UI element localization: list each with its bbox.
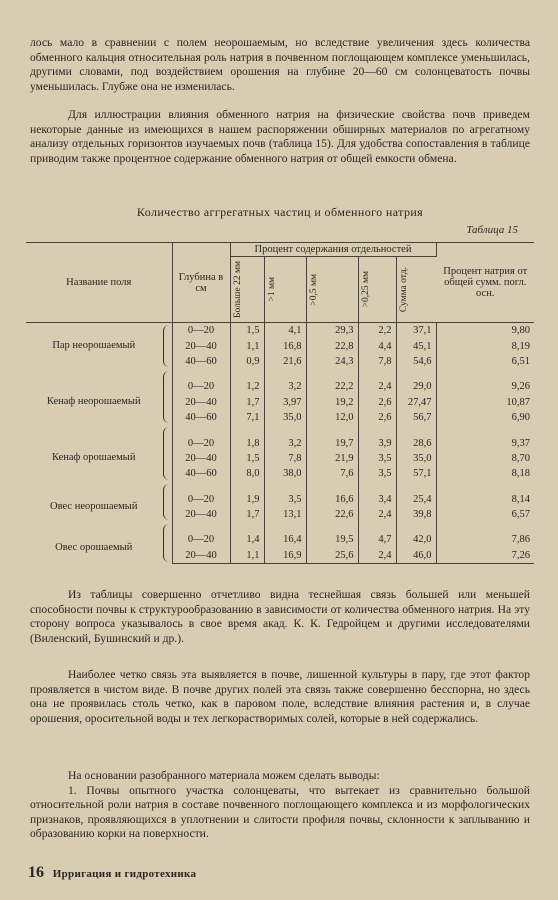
value-cell: 25,4 — [396, 482, 436, 507]
value-cell: 2,2 — [358, 323, 396, 339]
value-cell: 10,87 — [506, 396, 530, 408]
value-cell: 38,0 — [264, 466, 306, 481]
value-cell: 35,0 — [396, 451, 436, 466]
depth-cell: 20—40 — [172, 451, 230, 466]
value-cell: 22,8 — [306, 338, 358, 353]
value-cell: 8,14 — [511, 493, 530, 505]
paragraph-5a: На основании разобранного материала можем сделать выводы: — [68, 769, 380, 782]
field-name-cell: Овес неорошаемый — [26, 482, 172, 523]
table-row — [26, 323, 534, 339]
group-brace — [163, 524, 170, 561]
value-cell: 4,4 — [358, 338, 396, 353]
value-cell: 2,4 — [358, 369, 396, 394]
value-cell: 7,6 — [306, 466, 358, 481]
depth-cell: 20—40 — [172, 548, 230, 564]
value-cell: 7,8 — [264, 451, 306, 466]
value-cell: 1,5 — [230, 323, 264, 339]
value-cell: 25,6 — [306, 548, 358, 564]
value-cell: 21,9 — [306, 451, 358, 466]
value-cell: 3,9 — [358, 425, 396, 450]
value-cell: 8,70 — [511, 452, 530, 464]
value-cell: 7,86 — [511, 534, 530, 546]
value-cell: 2,4 — [358, 548, 396, 564]
value-cell: 39,8 — [396, 507, 436, 522]
value-cell: 7,1 — [230, 410, 264, 425]
value-cell: 1,4 — [230, 522, 264, 547]
value-cell: 1,5 — [230, 451, 264, 466]
value-cell: 22,2 — [306, 369, 358, 394]
depth-cell: 40—60 — [172, 466, 230, 481]
value-cell: 3,2 — [264, 369, 306, 394]
value-cell: 1,7 — [230, 395, 264, 410]
depth-cell: 0—20 — [172, 482, 230, 507]
field-name-cell: Кенаф неорошаемый — [26, 369, 172, 425]
value-cell: 8,18 — [511, 468, 530, 480]
depth-cell: 0—20 — [172, 369, 230, 394]
value-cell: 2,6 — [358, 395, 396, 410]
value-cell: 3,2 — [264, 425, 306, 450]
depth-cell: 20—40 — [172, 507, 230, 522]
value-cell: 1,1 — [230, 338, 264, 353]
value-cell: 1,2 — [230, 369, 264, 394]
value-cell: 45,1 — [396, 338, 436, 353]
header-sodium-percent: Процент натрия от общей сумм. погл. осн. — [436, 243, 534, 323]
page-number: 16 — [28, 864, 44, 881]
header-col-05mm: >0,5 мм — [306, 257, 358, 323]
field-name-cell: Кенаф орошаемый — [26, 425, 172, 481]
value-cell: 3,5 — [264, 482, 306, 507]
header-col-1mm: >1 мм — [264, 257, 306, 323]
value-cell: 1,1 — [230, 548, 264, 564]
value-cell: 2,4 — [358, 507, 396, 522]
depth-cell: 0—20 — [172, 425, 230, 450]
field-name-cell: Овес орошаемый — [26, 522, 172, 563]
value-cell: 24,3 — [306, 354, 358, 369]
value-cell: 3,97 — [264, 395, 306, 410]
paragraph-3: Из таблицы совершенно отчетливо видна теснейшая связь большей или меньшей способности почвы к структурообразованию в зависимости от количества обменного натрия. На эту сторону вопроса указывалось в свое время акад. К. К. Гедройцем и другими исследователями (Виленский, Бушинский и др.). — [30, 588, 530, 645]
table-row — [26, 522, 534, 547]
table-row — [26, 369, 534, 394]
value-cell: 37,1 — [396, 323, 436, 339]
value-cell: 6,90 — [511, 412, 530, 424]
value-cell: 3,4 — [358, 482, 396, 507]
group-brace — [163, 427, 170, 479]
value-cell: 3,5 — [358, 466, 396, 481]
depth-cell: 20—40 — [172, 395, 230, 410]
table-row — [26, 482, 534, 507]
value-cell: 21,6 — [264, 354, 306, 369]
header-percent-group: Процент содержания отдельностей — [230, 243, 436, 257]
value-cell: 2,6 — [358, 410, 396, 425]
table-number-label: Таблица 15 — [466, 224, 518, 236]
value-cell: 7,26 — [436, 548, 534, 564]
value-cell: 22,6 — [306, 507, 358, 522]
value-cell: 54,6 — [396, 354, 436, 369]
value-cell: 4,7 — [358, 522, 396, 547]
depth-cell: 40—60 — [172, 354, 230, 369]
value-cell: 9,80 — [511, 325, 530, 337]
value-cell: 8,19 — [511, 340, 530, 352]
table-title: Количество аггрегатных частиц и обменного натрия — [136, 205, 424, 219]
value-cell: 42,0 — [396, 522, 436, 547]
value-cell: 9,26 — [511, 381, 530, 393]
conclusions — [30, 769, 530, 842]
value-cell: 16,6 — [306, 482, 358, 507]
value-cell: 19,5 — [306, 522, 358, 547]
header-col-sum: Сумма отд. — [396, 257, 436, 323]
value-cell: 7,8 — [358, 354, 396, 369]
value-cell: 1,9 — [230, 482, 264, 507]
value-cell: 6,57 — [511, 509, 530, 521]
value-cell: 56,7 — [396, 410, 436, 425]
group-brace — [163, 371, 170, 423]
value-cell: 3,5 — [358, 451, 396, 466]
field-name-cell: Пар неорошаемый — [26, 323, 172, 370]
journal-title: Ирригация и гидротехника — [52, 868, 197, 880]
value-cell: 29,0 — [396, 369, 436, 394]
value-cell: 29,3 — [306, 323, 358, 339]
depth-cell: 0—20 — [172, 522, 230, 547]
value-cell: 57,1 — [396, 466, 436, 481]
value-cell: 28,6 — [396, 425, 436, 450]
value-cell: 16,8 — [264, 338, 306, 353]
value-cell: 9,37 — [511, 437, 530, 449]
value-cell: 16,9 — [264, 548, 306, 564]
header-col-22mm: Больше 22 мм — [230, 257, 264, 323]
depth-cell: 20—40 — [172, 338, 230, 353]
value-cell: 6,51 — [511, 355, 530, 367]
value-cell: 35,0 — [264, 410, 306, 425]
value-cell: 1,8 — [230, 425, 264, 450]
header-field-name: Название поля — [26, 243, 172, 323]
value-cell: 1,7 — [230, 507, 264, 522]
header-depth: Глубина в см — [172, 243, 230, 323]
value-cell: 4,1 — [264, 323, 306, 339]
value-cell: 19,7 — [306, 425, 358, 450]
paragraph-4: Наиболее четко связь эта выявляется в почве, лишенной культуры в пару, где этот фактор проявляется в чистом виде. В почве других полей эта связь также совершенно бесспорна, но здесь она не проявилась столь четко, как в паровом поле, вследствие влияния растения и, в случае орошения, оросительной воды и тех легкорастворимых солей, которые в ней содержались. — [30, 668, 530, 725]
value-cell: 8,0 — [230, 466, 264, 481]
page-footer — [28, 864, 196, 882]
value-cell: 13,1 — [264, 507, 306, 522]
paragraph-5b: 1. Почвы опытного участка солонцеваты, что вытекает из сравнительно большой относительной роли натрия в составе почвенного поглощающего комплекса и из морфологических признаков, проявляющихся в уплотнении и слитости профиля почвы, склонности к заплыванию и образованию корки на поверхности. — [30, 783, 530, 840]
value-cell: 0,9 — [230, 354, 264, 369]
table-body — [26, 323, 534, 564]
value-cell: 19,2 — [306, 395, 358, 410]
depth-cell: 40—60 — [172, 410, 230, 425]
value-cell: 16,4 — [264, 522, 306, 547]
header-col-025mm: >0,25 мм — [358, 257, 396, 323]
paragraph-2: Для иллюстрации влияния обменного натрия на физические свойства почв приведем некоторые данные из имеющихся в нашем распоряжении обширных материалов по агрегатному анализу отдельных горизонтов изучаемых почв (таблица 15). Для удобства сопоставления в таблице приводим также процентное содержание обменного натрия от общей емкости обмена. — [30, 108, 530, 165]
value-cell: 46,0 — [396, 548, 436, 564]
table-row — [26, 425, 534, 450]
value-cell: 12,0 — [306, 410, 358, 425]
paragraph-1: лось мало в сравнении с полем неорошаемым, но вследствие увеличения здесь количества обменного кальция относительная роль натрия в почвенном поглощающем комплексе уменьшилась, другими словами, под воздействием орошения на глубине 20—60 см солонцеватость почвы уменьшилась. Глубже она не изменилась. — [30, 36, 530, 93]
depth-cell: 0—20 — [172, 323, 230, 339]
value-cell: 27,47 — [396, 395, 436, 410]
aggregate-table — [26, 242, 534, 564]
group-brace — [163, 325, 170, 367]
group-brace — [163, 484, 170, 521]
